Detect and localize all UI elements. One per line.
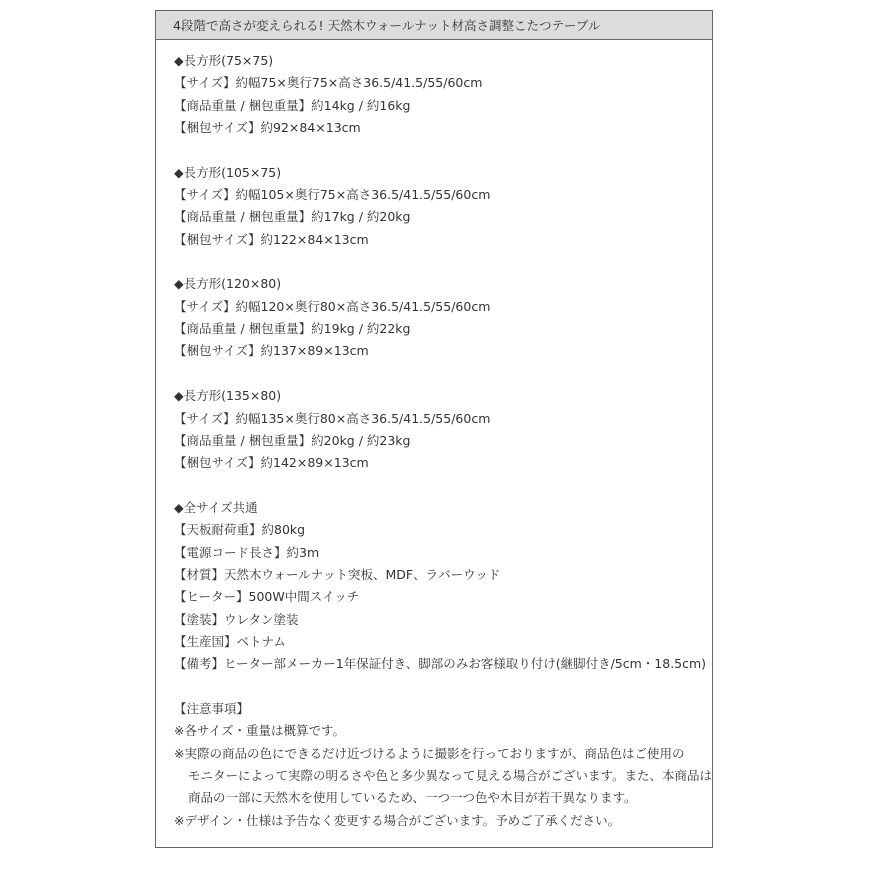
caution-line-3: ※デザイン・仕様は予告なく変更する場合がございます。予めご了承ください。 bbox=[174, 812, 621, 828]
caution-line-2a: ※実際の商品の色にできるだけ近づけるように撮影を行っておりますが、商品色はご使用の bbox=[174, 745, 685, 761]
size-heading: ◆長方形(120×80) bbox=[174, 276, 282, 292]
size-heading: ◆長方形(135×80) bbox=[174, 388, 282, 404]
size-package: 【梱包サイズ】約137×89×13cm bbox=[174, 343, 369, 359]
common-load: 【天板耐荷重】約80kg bbox=[174, 522, 306, 538]
size-dimensions: 【サイズ】約幅120×奥行80×高さ36.5/41.5/55/60cm bbox=[174, 298, 491, 314]
size-block-120x80 bbox=[174, 273, 704, 362]
spacer bbox=[174, 676, 704, 698]
spacer bbox=[174, 363, 704, 385]
caution-line-2c: 商品の一部に天然木を使用しているため、一つ一つ色や木目が若干異なります。 bbox=[188, 790, 637, 806]
common-spec-block bbox=[174, 497, 707, 676]
spacer bbox=[174, 475, 704, 497]
common-heater: 【ヒーター】500W中間スイッチ bbox=[174, 589, 360, 605]
spec-content bbox=[174, 50, 713, 832]
size-dimensions: 【サイズ】約幅75×奥行75×高さ36.5/41.5/55/60cm bbox=[174, 75, 483, 91]
size-weight: 【商品重量 / 梱包重量】約20kg / 約23kg bbox=[174, 432, 411, 448]
spec-panel bbox=[155, 10, 713, 848]
caution-line-1: ※各サイズ・重量は概算です。 bbox=[174, 723, 345, 739]
common-cord: 【電源コード長さ】約3m bbox=[174, 544, 320, 560]
size-heading: ◆長方形(105×75) bbox=[174, 164, 282, 180]
size-dimensions: 【サイズ】約幅105×奥行75×高さ36.5/41.5/55/60cm bbox=[174, 187, 491, 203]
common-material: 【材質】天然木ウォールナット突板、MDF、ラバーウッド bbox=[174, 566, 501, 582]
caution-heading: 【注意事項】 bbox=[174, 700, 250, 716]
caution-block bbox=[174, 698, 713, 832]
size-package: 【梱包サイズ】約92×84×13cm bbox=[174, 120, 361, 136]
common-notes: 【備考】ヒーター部メーカー1年保証付き、脚部のみお客様取り付け(継脚付き/5cm・18.5cm) bbox=[174, 656, 707, 672]
caution-line-2b: モニターによって実際の明るさや色と多少異なって見える場合がございます。また、本商品は bbox=[188, 768, 713, 783]
size-block-105x75 bbox=[174, 162, 704, 251]
size-package: 【梱包サイズ】約122×84×13cm bbox=[174, 231, 369, 247]
size-weight: 【商品重量 / 梱包重量】約17kg / 約20kg bbox=[174, 209, 411, 225]
size-weight: 【商品重量 / 梱包重量】約19kg / 約22kg bbox=[174, 321, 411, 337]
spec-title: 4段階で高さが変えられる! 天然木ウォールナット材高さ調整こたつテーブル bbox=[156, 11, 712, 40]
size-heading: ◆長方形(75×75) bbox=[174, 53, 274, 68]
size-package: 【梱包サイズ】約142×89×13cm bbox=[174, 455, 369, 471]
common-finish: 【塗装】ウレタン塗装 bbox=[174, 611, 299, 627]
common-origin: 【生産国】ベトナム bbox=[174, 633, 286, 649]
spacer bbox=[174, 139, 704, 161]
size-block-135x80 bbox=[174, 385, 704, 474]
size-weight: 【商品重量 / 梱包重量】約14kg / 約16kg bbox=[174, 97, 411, 113]
size-block-75x75 bbox=[174, 50, 704, 139]
common-heading: ◆全サイズ共通 bbox=[174, 499, 258, 515]
spacer bbox=[174, 251, 704, 273]
size-dimensions: 【サイズ】約幅135×奥行80×高さ36.5/41.5/55/60cm bbox=[174, 410, 491, 426]
